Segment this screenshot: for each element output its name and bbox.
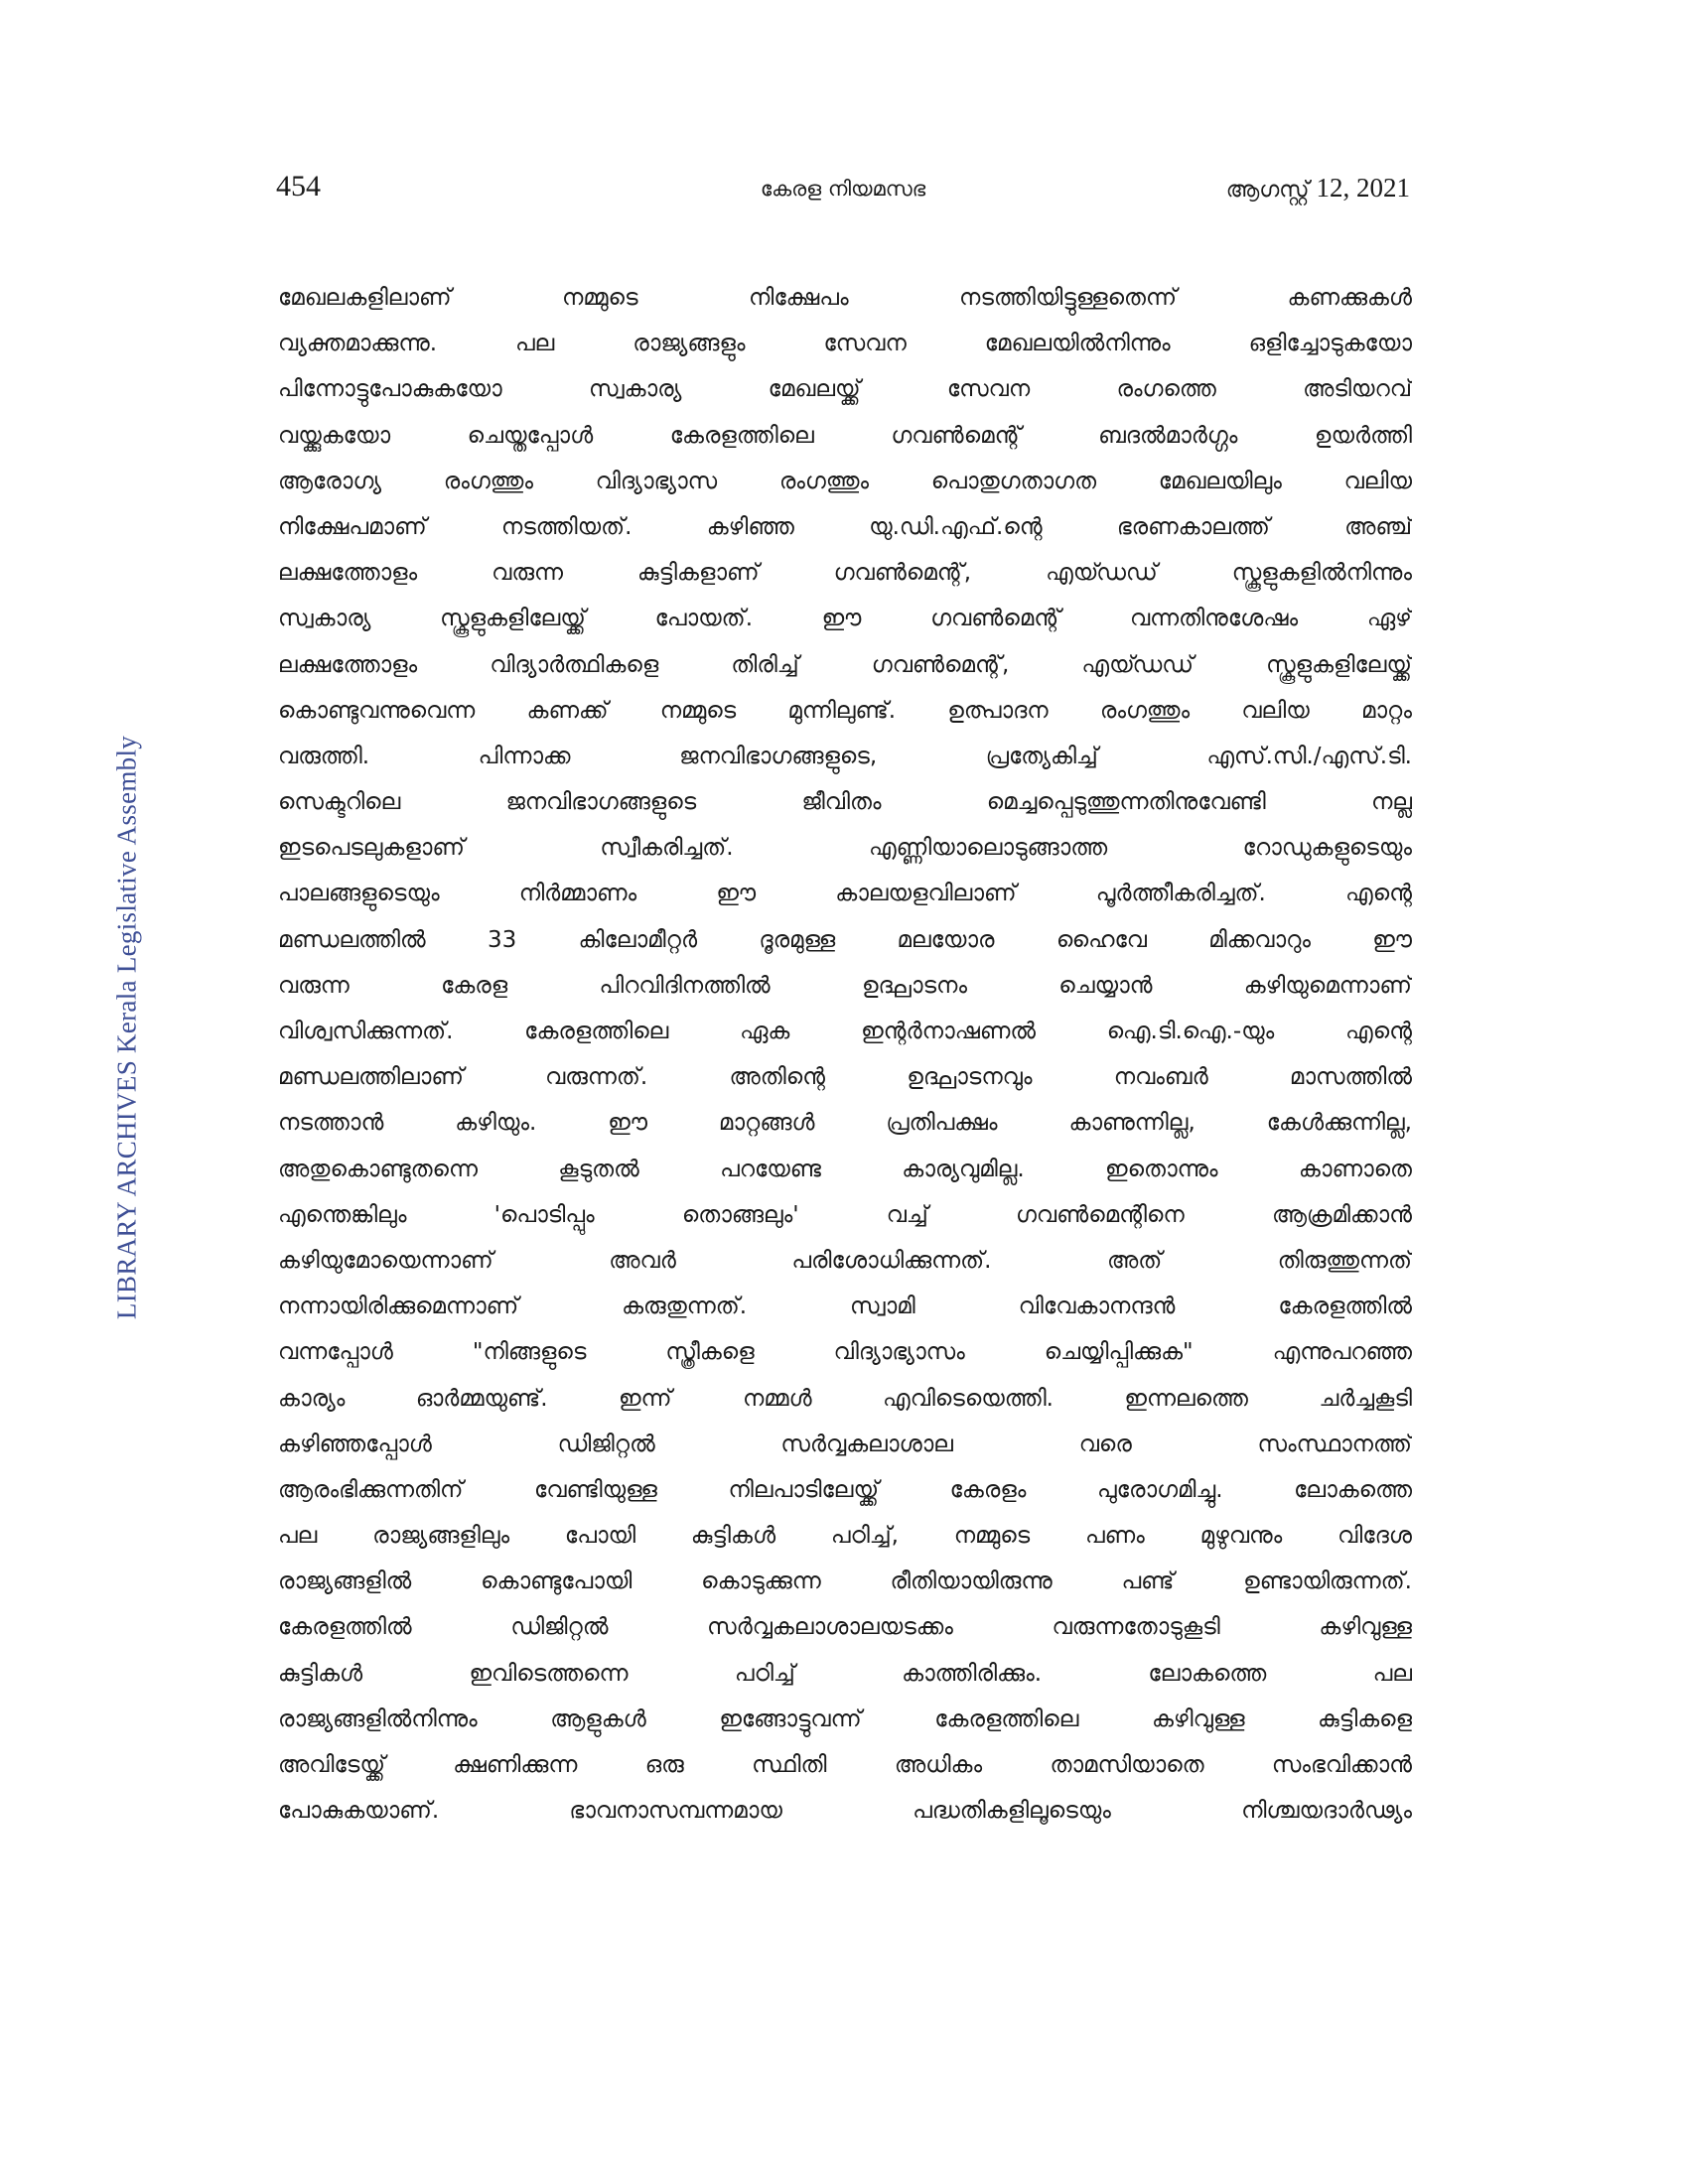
body-line: പിന്നോട്ടുപോകുകയോ സ്വകാര്യ മേഖലയ്ക്ക് സേവന രംഗത്തെ അടിയറവ് (278, 376, 1412, 403)
body-line: എന്തെങ്കിലും 'പൊടിപ്പും തൊങ്ങലും' വച്ച് ഗവൺമെന്റിനെ ആക്രമിക്കാൻ (278, 1201, 1412, 1228)
body-line: പാലങ്ങളുടെയും നിർമ്മാണം ഈ കാലയളവിലാണ് പൂർത്തീകരിച്ചത്. എന്റെ (278, 881, 1412, 907)
body-line: സെക്ടറിലെ ജനവിഭാഗങ്ങളുടെ ജീവിതം മെച്ചപ്പെടുത്തുന്നതിനുവേണ്ടി നല്ല (278, 789, 1412, 816)
body-line: രാജ്യങ്ങളിൽനിന്നും ആളുകൾ ഇങ്ങോട്ടുവന്ന് കേരളത്തിലെ കഴിവുള്ള കുട്ടികളെ (278, 1706, 1412, 1732)
body-line: രാജ്യങ്ങളിൽ കൊണ്ടുപോയി കൊടുക്കുന്ന രീതിയായിരുന്നു പണ്ട് ഉണ്ടായിരുന്നത്. (278, 1569, 1412, 1595)
body-line: വിശ്വസിക്കുന്നത്. കേരളത്തിലെ ഏക ഇന്റർനാഷണൽ ഐ.ടി.ഐ.-യും എന്റെ (278, 1019, 1412, 1044)
body-line: കഴിയുമോയെന്നാണ് അവർ പരിശോധിക്കുന്നത്. അത് തിരുത്തുന്നത് (278, 1247, 1412, 1274)
body-line: നിക്ഷേപമാണ് നടത്തിയത്. കഴിഞ്ഞ യു.ഡി.എഫ്.ന്റെ ഭരണകാലത്ത് അഞ്ച് (278, 513, 1412, 540)
body-line: വരുന്ന കേരള പിറവിദിനത്തിൽ ഉദ്ഘാടനം ചെയ്യാൻ കഴിയുമെന്നാണ് (278, 972, 1412, 999)
body-line: കഴിഞ്ഞപ്പോൾ ഡിജിറ്റൽ സർവ്വകലാശാല വരെ സംസ്ഥാനത്ത് (278, 1431, 1412, 1457)
page-number: 454 (276, 170, 321, 203)
body-line: സ്വകാര്യ സ്കൂളുകളിലേയ്ക്ക് പോയത്. ഈ ഗവൺമെന്റ് വന്നതിനുശേഷം ഏഴ് (278, 606, 1412, 632)
header-date-month: ആഗസ്റ്റ് (1225, 178, 1310, 203)
body-line: കേരളത്തിൽ ഡിജിറ്റൽ സർവ്വകലാശാലയടക്കം വരുന്നതോടുകൂടി കഴിവുള്ള (278, 1614, 1412, 1641)
body-line: വരുത്തി. പിന്നാക്ക ജനവിഭാഗങ്ങളുടെ, പ്രത്യേകിച്ച് എസ്.സി./എസ്.ടി. (278, 743, 1412, 769)
body-line: മേഖലകളിലാണ് നമ്മുടെ നിക്ഷേപം നടത്തിയിട്ടുള്ളതെന്ന് കണക്കുകൾ (278, 285, 1412, 311)
body-line: വയ്ക്കുകയോ ചെയ്തപ്പോൾ കേരളത്തിലെ ഗവൺമെന്റ് ബദൽമാർഗ്ഗം ഉയർത്തി (278, 422, 1412, 449)
body-line: ലക്ഷത്തോളം വരുന്ന കുട്ടികളാണ് ഗവൺമെന്റ്, എയ്ഡഡ് സ്കൂളുകളിൽനിന്നും (278, 560, 1412, 587)
body-line: കാര്യം ഓർമ്മയുണ്ട്. ഇന്ന് നമ്മൾ എവിടെയെത്തി. ഇന്നലത്തെ ചർച്ചകൂടി (278, 1385, 1412, 1412)
body-line: പോകുകയാണ്. ഭാവനാസമ്പന്നമായ പദ്ധതികളിലൂടെയും നിശ്ചയദാർഢ്യം (278, 1798, 1412, 1825)
body-line: മണ്ഡലത്തിൽ 33 കിലോമീറ്റർ ദൂരമുള്ള മലയോര ഹൈവേ മിക്കവാറും ഈ (278, 926, 1412, 953)
header-date-day-year: 12, 2021 (1316, 173, 1410, 203)
archive-watermark-text: LIBRARY ARCHIVES Kerala Legislative Assembly (111, 735, 142, 1320)
body-line: പല രാജ്യങ്ങളിലും പോയി കുട്ടികൾ പഠിച്ച്, നമ്മുടെ പണം മുഴുവനും വിദേശ (278, 1523, 1412, 1550)
body-line: വന്നപ്പോൾ "നിങ്ങളുടെ സ്ത്രീകളെ വിദ്യാഭ്യാസം ചെയ്യിപ്പിക്കുക" എന്നുപറഞ്ഞ (278, 1339, 1412, 1366)
body-line: കൊണ്ടുവന്നുവെന്ന കണക്ക് നമ്മുടെ മുന്നിലുണ്ട്. ഉത്പാദന രംഗത്തും വലിയ മാറ്റം (278, 697, 1412, 724)
body-line: നന്നായിരിക്കുമെന്നാണ് കരുതുന്നത്. സ്വാമി വിവേകാനന്ദൻ കേരളത്തിൽ (278, 1294, 1412, 1320)
body-line: അവിടേയ്ക്ക് ക്ഷണിക്കുന്ന ഒരു സ്ഥിതി അധികം താമസിയാതെ സംഭവിക്കാൻ (278, 1752, 1412, 1778)
body-line: വ്യക്തമാക്കുന്നു. പല രാജ്യങ്ങളും സേവന മേഖലയിൽനിന്നും ഒളിച്ചോടുകയോ (278, 331, 1412, 357)
body-line: മണ്ഡലത്തിലാണ് വരുന്നത്. അതിന്റെ ഉദ്ഘാടനവും നവംബർ മാസത്തിൽ (278, 1064, 1412, 1091)
body-text (278, 275, 1412, 1834)
running-head: കേരള നിയമസഭ (760, 177, 926, 201)
body-line: നടത്താൻ കഴിയും. ഈ മാറ്റങ്ങൾ പ്രതിപക്ഷം കാണുന്നില്ല, കേൾക്കുന്നില്ല, (278, 1110, 1412, 1137)
page-header (276, 167, 1410, 206)
body-line: ലക്ഷത്തോളം വിദ്യാർത്ഥികളെ തിരിച്ച് ഗവൺമെന്റ്, എയ്ഡഡ് സ്കൂളുകളിലേയ്ക്ക് (278, 651, 1412, 678)
header-date (1226, 169, 1410, 209)
body-line: അതുകൊണ്ടുതന്നെ കൂടുതൽ പറയേണ്ട കാര്യവുമില്ല. ഇതൊന്നും കാണാതെ (278, 1156, 1412, 1182)
body-line: ആരോഗ്യ രംഗത്തും വിദ്യാഭ്യാസ രംഗത്തും പൊതുഗതാഗത മേഖലയിലും വലിയ (278, 468, 1412, 494)
body-line: ഇടപെടലുകളാണ് സ്വീകരിച്ചത്. എണ്ണിയാലൊടുങ്ങാത്ത റോഡുകളുടെയും (278, 835, 1412, 862)
body-line: കുട്ടികൾ ഇവിടെത്തന്നെ പഠിച്ച് കാത്തിരിക്കും. ലോകത്തെ പല (278, 1660, 1412, 1687)
body-line: ആരംഭിക്കുന്നതിന് വേണ്ടിയുള്ള നിലപാടിലേയ്ക്ക് കേരളം പുരോഗമിച്ചു. ലോകത്തെ (278, 1476, 1412, 1503)
